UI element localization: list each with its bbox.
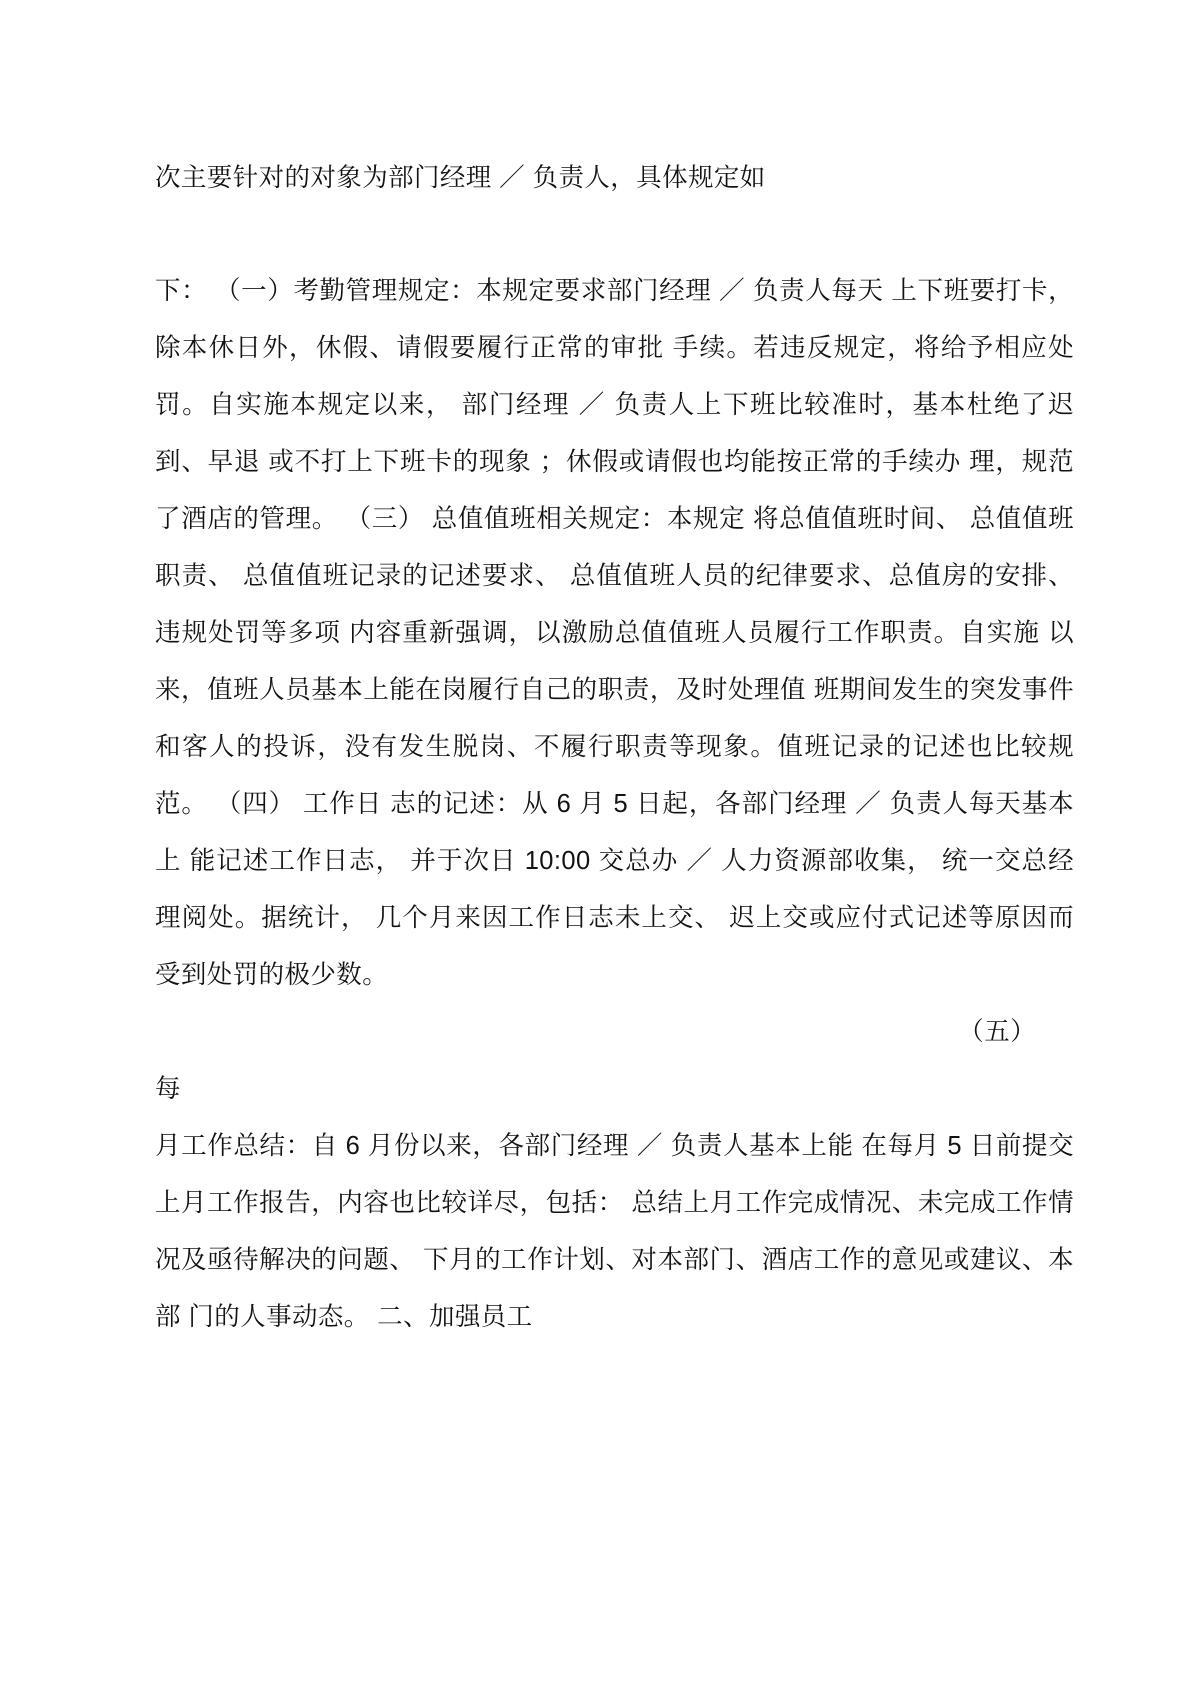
paragraph-spacer [155,207,1074,263]
paragraph-2: 下： （一）考勤管理规定：本规定要求部门经理 ／ 负责人每天 上下班要打卡，除本休日外，休假、请假要履行正常的审批 手续。若违反规定，将给予相应处罚。自实施本规定以来， 部门经理 ／ 负责人上下班比较准时，基本杜绝了迟到、早退 或不打上下班卡的现象 ；休假或请假也均能按正常的手续办 理，规范了酒店的管理。 （三） 总值值班相关规定：本规定 将总值值班时间、 总值值班职责、 总值值班记录的记述要求、 总值值班人员的纪律要求、总值房的安排、违规处罚等多项 内容重新强调，以激励总值值班人员履行工作职责。自实施 以来，值班人员基本上能在岗履行自己的职责，及时处理值 班期间发生的突发事件和客人的投诉，没有发生脱岗、不履行职责等现象。值班记录的记述也比较规范。 （四） 工作日 志的记述：从 6 月 5 日起，各部门经理 ／ 负责人每天基本上 能记述工作日志， 并于次日 10:00 交总办 ／ 人力资源部收集， 统一交总经理阅处。据统计， 几个月来因工作日志未上交、 迟上交或应付式记述等原因而受到处罚的极少数。 [155,277,1074,989]
paragraph-3-item-five: （五） [958,1018,1036,1046]
paragraph-1: 次主要针对的对象为部门经理 ／ 负责人，具体规定如 [155,164,766,192]
document-body [155,150,1074,1346]
paragraph-5: 月工作总结：自 6 月份以来，各部门经理 ／ 负责人基本上能 在每月 5 日前提交上月工作报告，内容也比较详尽，包括： 总结上月工作完成情况、未完成工作情况及亟待解决的问题、 下月的工作计划、对本部门、酒店工作的意见或建议、本部 门的人事动态。 二、加强员工 [155,1132,1074,1331]
paragraph-4-mei: 每 [155,1075,181,1103]
